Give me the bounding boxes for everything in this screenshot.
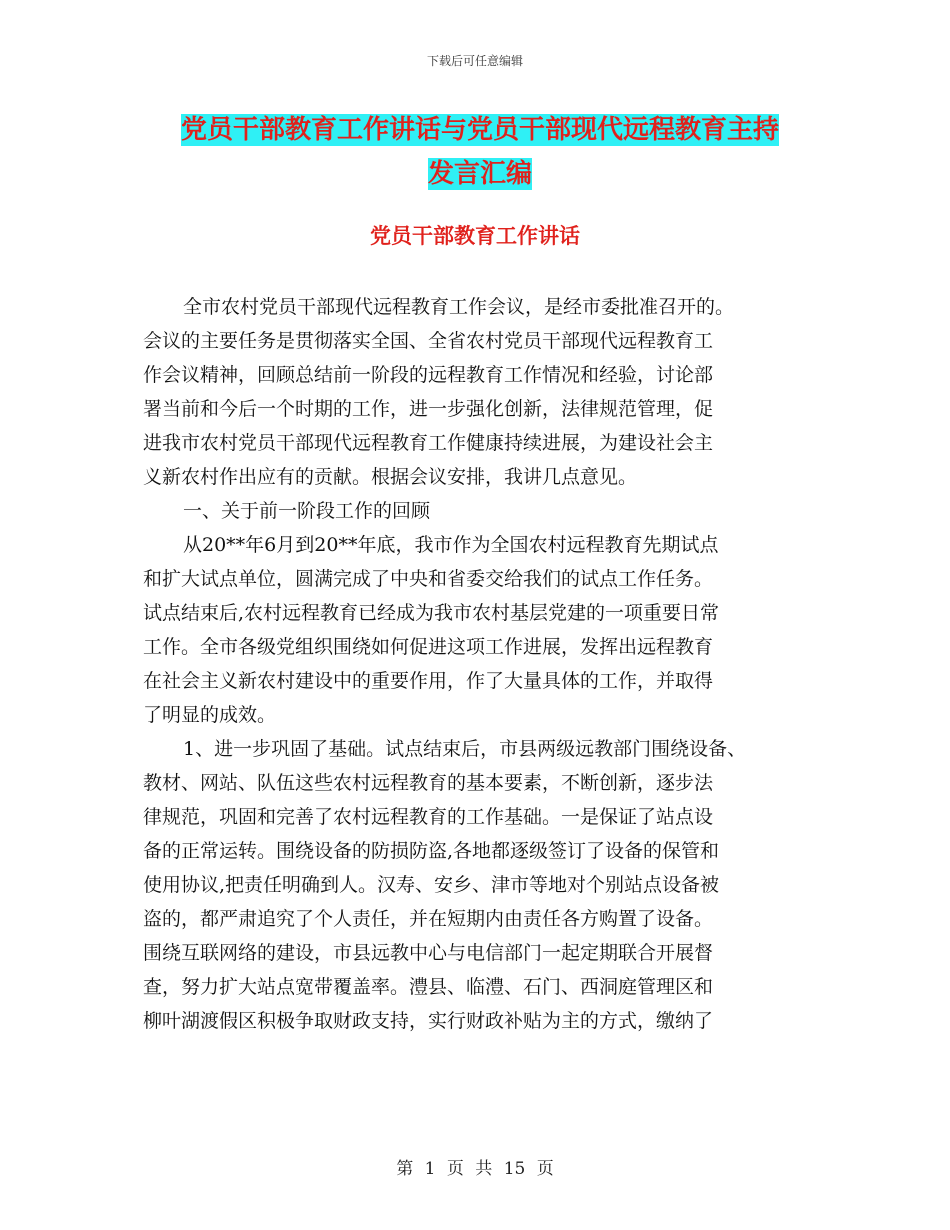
paragraph-line: 律规范，巩固和完善了农村远程教育的工作基础。一是保证了站点设 bbox=[143, 806, 714, 828]
subheading-line: 一、关于前一阶段工作的回顾 bbox=[183, 500, 431, 522]
title-line-1: 党员干部教育工作讲话与党员干部现代远程教育主持 bbox=[180, 115, 779, 145]
section-title: 党员干部教育工作讲话 bbox=[370, 224, 580, 248]
paragraph-line: 备的正常运转。围绕设备的防损防盗,各地都逐级签订了设备的保管和 bbox=[143, 840, 720, 862]
paragraph-line: 作会议精神，回顾总结前一阶段的远程教育工作情况和经验，讨论部 bbox=[143, 364, 714, 386]
paragraph-line: 从20**年6月到20**年底，我市作为全国农村远程教育先期试点 bbox=[183, 534, 719, 556]
paragraph-line: 使用协议,把责任明确到人。汉寿、安乡、津市等地对个别站点设备被 bbox=[143, 874, 720, 896]
body-text bbox=[143, 290, 823, 1038]
paragraph-line: 进我市农村党员干部现代远程教育工作健康持续进展，为建设社会主 bbox=[143, 432, 714, 454]
paragraph-line: 查，努力扩大站点宽带覆盖率。澧县、临澧、石门、西洞庭管理区和 bbox=[143, 976, 714, 998]
paragraph-line: 柳叶湖渡假区积极争取财政支持，实行财政补贴为主的方式，缴纳了 bbox=[143, 1010, 714, 1032]
paragraph-line: 盗的，都严肃追究了个人责任，并在短期内由责任各方购置了设备。 bbox=[143, 908, 714, 930]
document-title bbox=[140, 108, 820, 196]
paragraph-line: 和扩大试点单位，圆满完成了中央和省委交给我们的试点工作任务。 bbox=[143, 568, 714, 590]
title-line-2: 发言汇编 bbox=[427, 159, 532, 189]
page-footer: 第 1 页 共 15 页 bbox=[396, 1159, 554, 1179]
paragraph-line: 义新农村作出应有的贡献。根据会议安排，我讲几点意见。 bbox=[143, 466, 638, 488]
header-note: 下载后可任意编辑 bbox=[426, 54, 523, 68]
paragraph-line: 全市农村党员干部现代远程教育工作会议，是经市委批准召开的。 bbox=[183, 296, 735, 318]
paragraph-line: 1、进一步巩固了基础。试点结束后，市县两级远教部门围绕设备、 bbox=[183, 738, 747, 760]
paragraph-line: 了明显的成效。 bbox=[143, 704, 277, 726]
paragraph-line: 试点结束后,农村远程教育已经成为我市农村基层党建的一项重要日常 bbox=[143, 602, 720, 624]
paragraph-line: 在社会主义新农村建设中的重要作用，作了大量具体的工作，并取得 bbox=[143, 670, 714, 692]
paragraph-line: 工作。全市各级党组织围绕如何促进这项工作进展，发挥出远程教育 bbox=[143, 636, 714, 658]
paragraph-line: 会议的主要任务是贯彻落实全国、全省农村党员干部现代远程教育工 bbox=[143, 330, 714, 352]
paragraph-line: 围绕互联网络的建设，市县远教中心与电信部门一起定期联合开展督 bbox=[143, 942, 714, 964]
paragraph-line: 署当前和今后一个时期的工作，进一步强化创新，法律规范管理，促 bbox=[143, 398, 714, 420]
paragraph-line: 教材、网站、队伍这些农村远程教育的基本要素，不断创新，逐步法 bbox=[143, 772, 714, 794]
